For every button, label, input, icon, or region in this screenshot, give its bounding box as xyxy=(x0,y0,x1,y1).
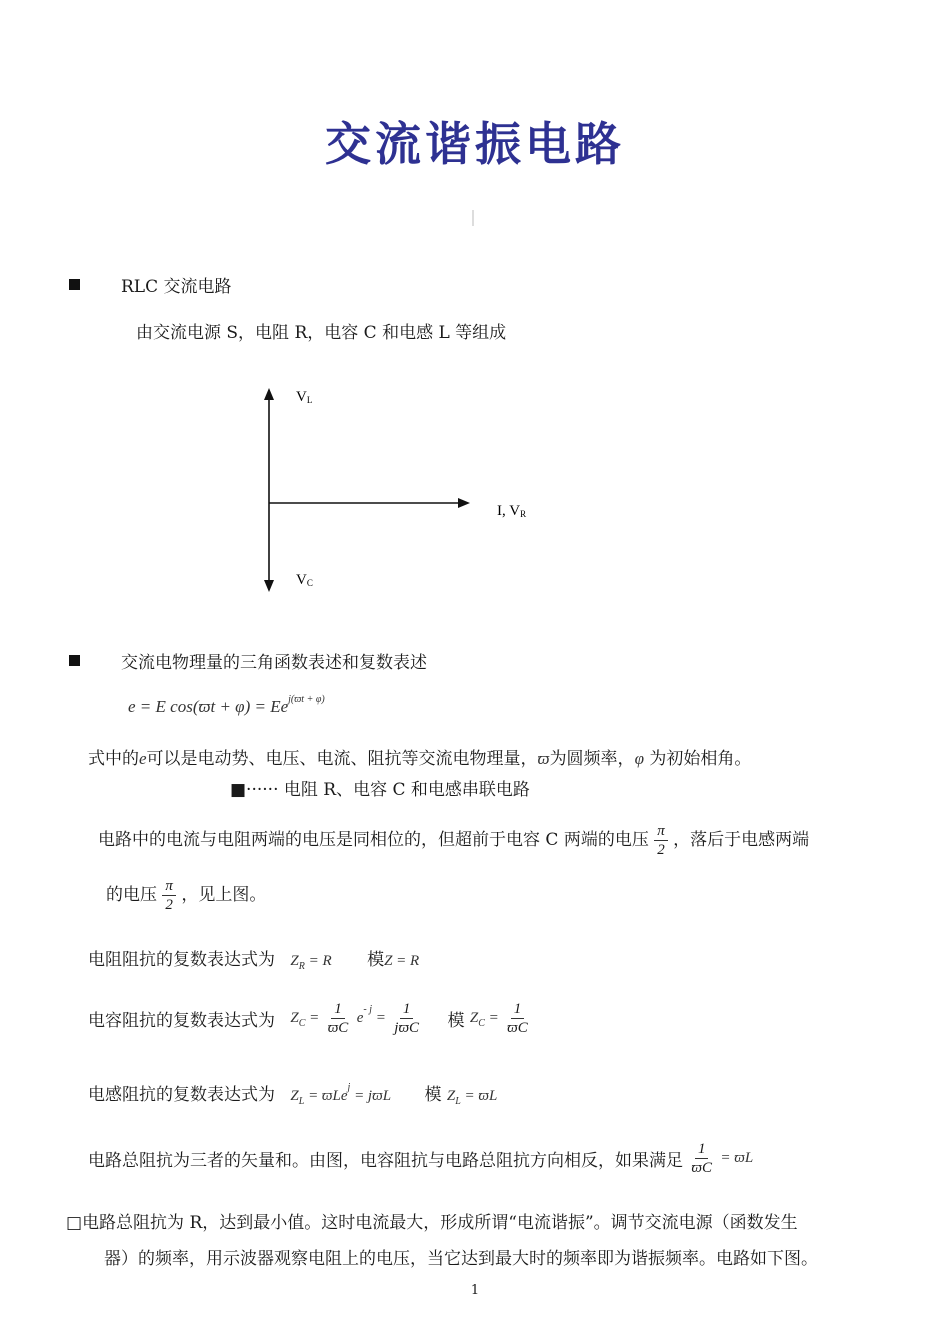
page-title: 交流谐振电路 xyxy=(325,117,625,171)
inductor-impedance-line: 电感阻抗的复数表达式为 $Z_L = ϖLe^j = jϖL$ 模 $Z_L = ϖL$ xyxy=(88,1082,498,1107)
section-heading-series: ■······ 电阻 R、电容 C 和电感串联电路 xyxy=(230,780,530,800)
bullet-square xyxy=(69,279,80,290)
label-vl: VL xyxy=(296,389,313,405)
section-heading-expression: 交流电物理量的三角函数表述和复数表述 xyxy=(121,653,427,673)
resistor-impedance-line: 电阻阻抗的复数表达式为 $Z_R = R$ 模Z = R xyxy=(88,950,420,972)
section-heading-rlc: RLC 交流电路 xyxy=(121,277,232,297)
label-i-vr: I, VR xyxy=(497,503,527,519)
euler-formula: e = E $\cos(ϖt + \varphi) = Ee^{j(ϖt + \varphi)}$ xyxy=(128,694,325,716)
arrow-down-icon xyxy=(264,580,274,592)
arrow-up-icon xyxy=(264,388,274,400)
label-vc: VC xyxy=(296,572,313,588)
arrow-right-icon xyxy=(458,498,470,508)
fraction-pi-over-2: $\frac{\pi}{2}$ xyxy=(162,877,176,914)
resonance-paragraph-line2: 器）的频率，用示波器观察电阻上的电压，当它达到最大时的频率即为谐振频率。电路如下图。 xyxy=(104,1249,818,1269)
resonance-paragraph-line1: □电路总阻抗为 R，达到最小值。这时电流最大，形成所谓“电流谐振”。调节交流电源（函数发生 xyxy=(66,1213,798,1233)
resonance-condition-line: 电路总阻抗为三者的矢量和。由图，电容阻抗与电路总阻抗方向相反，如果满足 $\frac{1}{ϖC}$ = ϖL xyxy=(88,1141,754,1176)
text-cursor xyxy=(472,210,474,226)
phasor-diagram xyxy=(240,380,560,600)
bullet-square xyxy=(69,655,80,666)
formula-explanation: 式中的e可以是电动势、电压、电流、阻抗等交流电物理量，ϖ为圆频率，φ 为初始相角。 xyxy=(88,749,752,769)
phase-paragraph-line2: 的电压 $\frac{\pi}{2}$ ，见上图。 xyxy=(106,878,267,913)
page-number: 1 xyxy=(470,1283,480,1298)
fraction-pi-over-2: $\frac{\pi}{2}$ xyxy=(654,822,668,859)
section-description: 由交流电源 S，电阻 R，电容 C 和电感 L 等组成 xyxy=(136,323,507,343)
capacitor-impedance-line: 电容阻抗的复数表达式为 $Z_C$ = $\frac{1}{ϖC}$ $e^{- j}$ = $\frac{1}{\text{jϖC}}$ 模 $Z_C$ = $\frac{1}{ϖC}$ xyxy=(88,1001,528,1036)
phase-paragraph-line1: 电路中的电流与电阻两端的电压是同相位的，但超前于电容 C 两端的电压 $\frac{\pi}{2}$ ，落后于电感两端 xyxy=(98,823,810,858)
